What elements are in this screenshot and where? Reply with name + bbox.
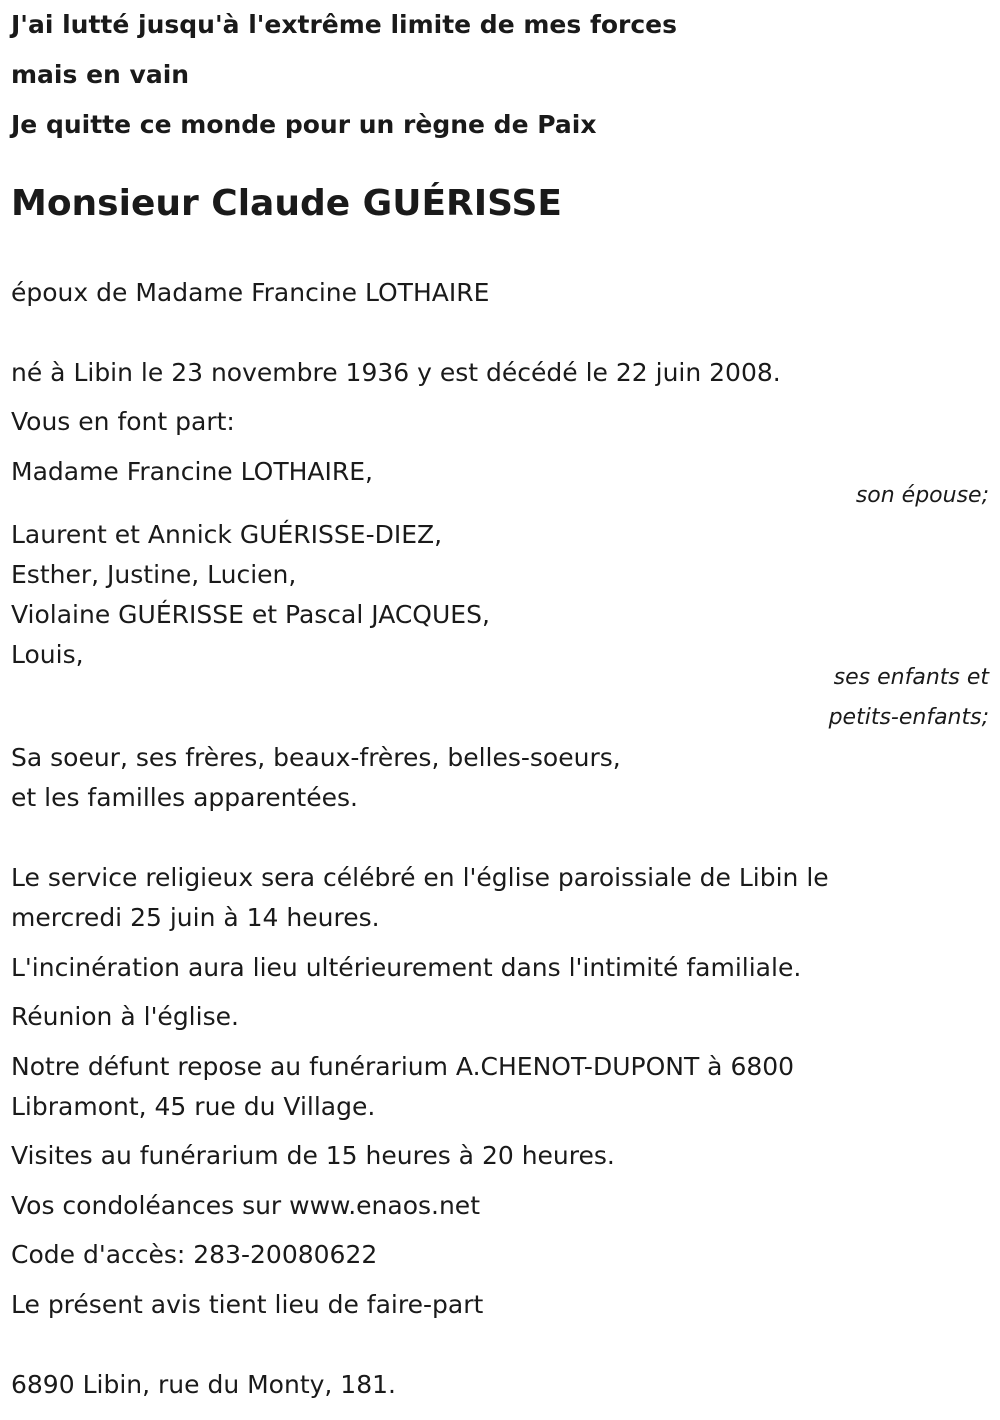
access-code-line: Code d'accès: 283-20080622 bbox=[11, 1240, 378, 1269]
spouse-line: époux de Madame Francine LOTHAIRE bbox=[11, 278, 490, 307]
condolences-line: Vos condoléances sur www.enaos.net bbox=[11, 1191, 480, 1220]
children-role-line-1: ses enfants et bbox=[833, 665, 989, 690]
children-line-1: Laurent et Annick GUÉRISSE-DIEZ, bbox=[11, 520, 443, 549]
children-role-line-2: petits-enfants; bbox=[828, 705, 989, 730]
children-line-2: Esther, Justine, Lucien, bbox=[11, 560, 297, 589]
service-line-2: mercredi 25 juin à 14 heures. bbox=[11, 903, 380, 932]
epitaph-line-2: mais en vain bbox=[11, 60, 190, 89]
notice-line: Le présent avis tient lieu de faire-part bbox=[11, 1290, 484, 1319]
children-line-3: Violaine GUÉRISSE et Pascal JACQUES, bbox=[11, 600, 490, 629]
meeting-line: Réunion à l'église. bbox=[11, 1002, 239, 1031]
spouse-name: Madame Francine LOTHAIRE, bbox=[11, 457, 373, 486]
cremation-line: L'incinération aura lieu ultérieurement dans l'intimité familiale. bbox=[11, 953, 802, 982]
epitaph-line-1: J'ai lutté jusqu'à l'extrême limite de mes forces bbox=[11, 10, 677, 39]
announce-intro: Vous en font part: bbox=[11, 407, 235, 436]
family-line-1: Sa soeur, ses frères, beaux-frères, belles-soeurs, bbox=[11, 743, 621, 772]
family-line-2: et les familles apparentées. bbox=[11, 783, 358, 812]
service-line-1: Le service religieux sera célébré en l'église paroissiale de Libin le bbox=[11, 863, 829, 892]
epitaph-line-3: Je quitte ce monde pour un règne de Paix bbox=[11, 110, 597, 139]
funeral-home-line-2: Libramont, 45 rue du Village. bbox=[11, 1092, 376, 1121]
address-line: 6890 Libin, rue du Monty, 181. bbox=[11, 1370, 396, 1399]
deceased-name: Monsieur Claude GUÉRISSE bbox=[11, 183, 563, 224]
visits-line: Visites au funérarium de 15 heures à 20 heures. bbox=[11, 1141, 615, 1170]
children-line-4: Louis, bbox=[11, 640, 84, 669]
spouse-role: son épouse; bbox=[855, 483, 989, 508]
funeral-home-line-1: Notre défunt repose au funérarium A.CHENOT-DUPONT à 6800 bbox=[11, 1052, 795, 1081]
birth-death-line: né à Libin le 23 novembre 1936 y est décédé le 22 juin 2008. bbox=[11, 358, 781, 387]
